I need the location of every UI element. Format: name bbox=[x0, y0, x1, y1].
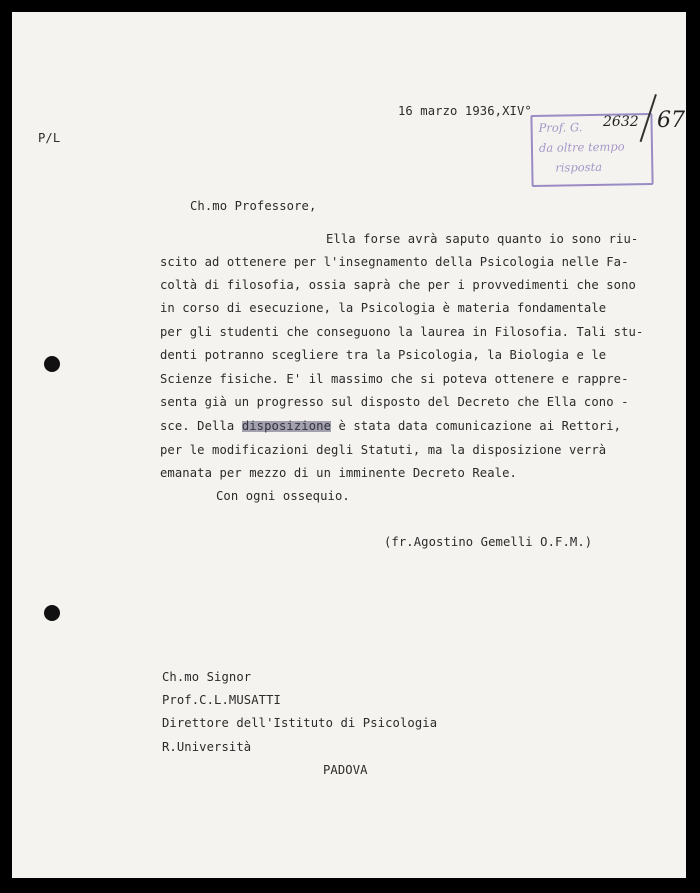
body-line-2: scito ad ottenere per l'insegnamento della Psicologia nelle Fa- bbox=[160, 255, 629, 269]
recipient-city: PADOVA bbox=[323, 763, 368, 777]
stamp-line-1: Prof. G. bbox=[538, 120, 583, 135]
body-line-1: Ella forse avrà saputo quanto io sono riu- bbox=[326, 232, 639, 246]
body-line-4: in corso di esecuzione, la Psicologia è materia fondamentale bbox=[160, 301, 607, 315]
body-line-8: senta già un progresso sul disposto del Decreto che Ella cono - bbox=[160, 395, 629, 409]
body-line-11: emanata per mezzo di un imminente Decreto Reale. bbox=[160, 466, 517, 480]
body-line-9 bbox=[160, 419, 621, 433]
handwritten-page-number: 67 bbox=[657, 108, 685, 133]
margin-mark: P/L bbox=[38, 131, 61, 145]
body-line-9-start: sce. Della bbox=[160, 419, 242, 433]
body-line-9-end: è stata data comunicazione ai Rettori, bbox=[331, 419, 622, 433]
recipient-line-1: Ch.mo Signor bbox=[162, 670, 252, 684]
salutation: Ch.mo Professore, bbox=[190, 199, 317, 213]
body-line-5: per gli studenti che conseguono la laurea in Filosofia. Tali stu- bbox=[160, 325, 644, 339]
body-line-6: denti potranno scegliere tra la Psicologia, la Biologia e le bbox=[160, 348, 607, 362]
body-line-3: coltà di filosofia, ossia saprà che per i provvedimenti che sono bbox=[160, 278, 636, 292]
stamp-line-2: da oltre tempo bbox=[538, 139, 625, 155]
punch-hole-bottom bbox=[44, 605, 60, 621]
stamp-line-3: risposta bbox=[555, 159, 603, 175]
handwritten-number: 2632 bbox=[603, 114, 639, 130]
closing: Con ogni ossequio. bbox=[216, 489, 350, 503]
recipient-line-2: Prof.C.L.MUSATTI bbox=[162, 693, 281, 707]
punch-hole-top bbox=[44, 356, 60, 372]
recipient-line-4: R.Università bbox=[162, 740, 252, 754]
struck-word: disposizione bbox=[241, 419, 332, 433]
body-line-10: per le modificazioni degli Statuti, ma la disposizione verrà bbox=[160, 443, 607, 457]
signature: (fr.Agostino Gemelli O.F.M.) bbox=[384, 535, 593, 549]
letter-date: 16 marzo 1936,XIV° bbox=[398, 104, 532, 118]
recipient-line-3: Direttore dell'Istituto di Psicologia bbox=[162, 716, 438, 730]
body-line-7: Scienze fisiche. E' il massimo che si poteva ottenere e rappre- bbox=[160, 372, 629, 386]
